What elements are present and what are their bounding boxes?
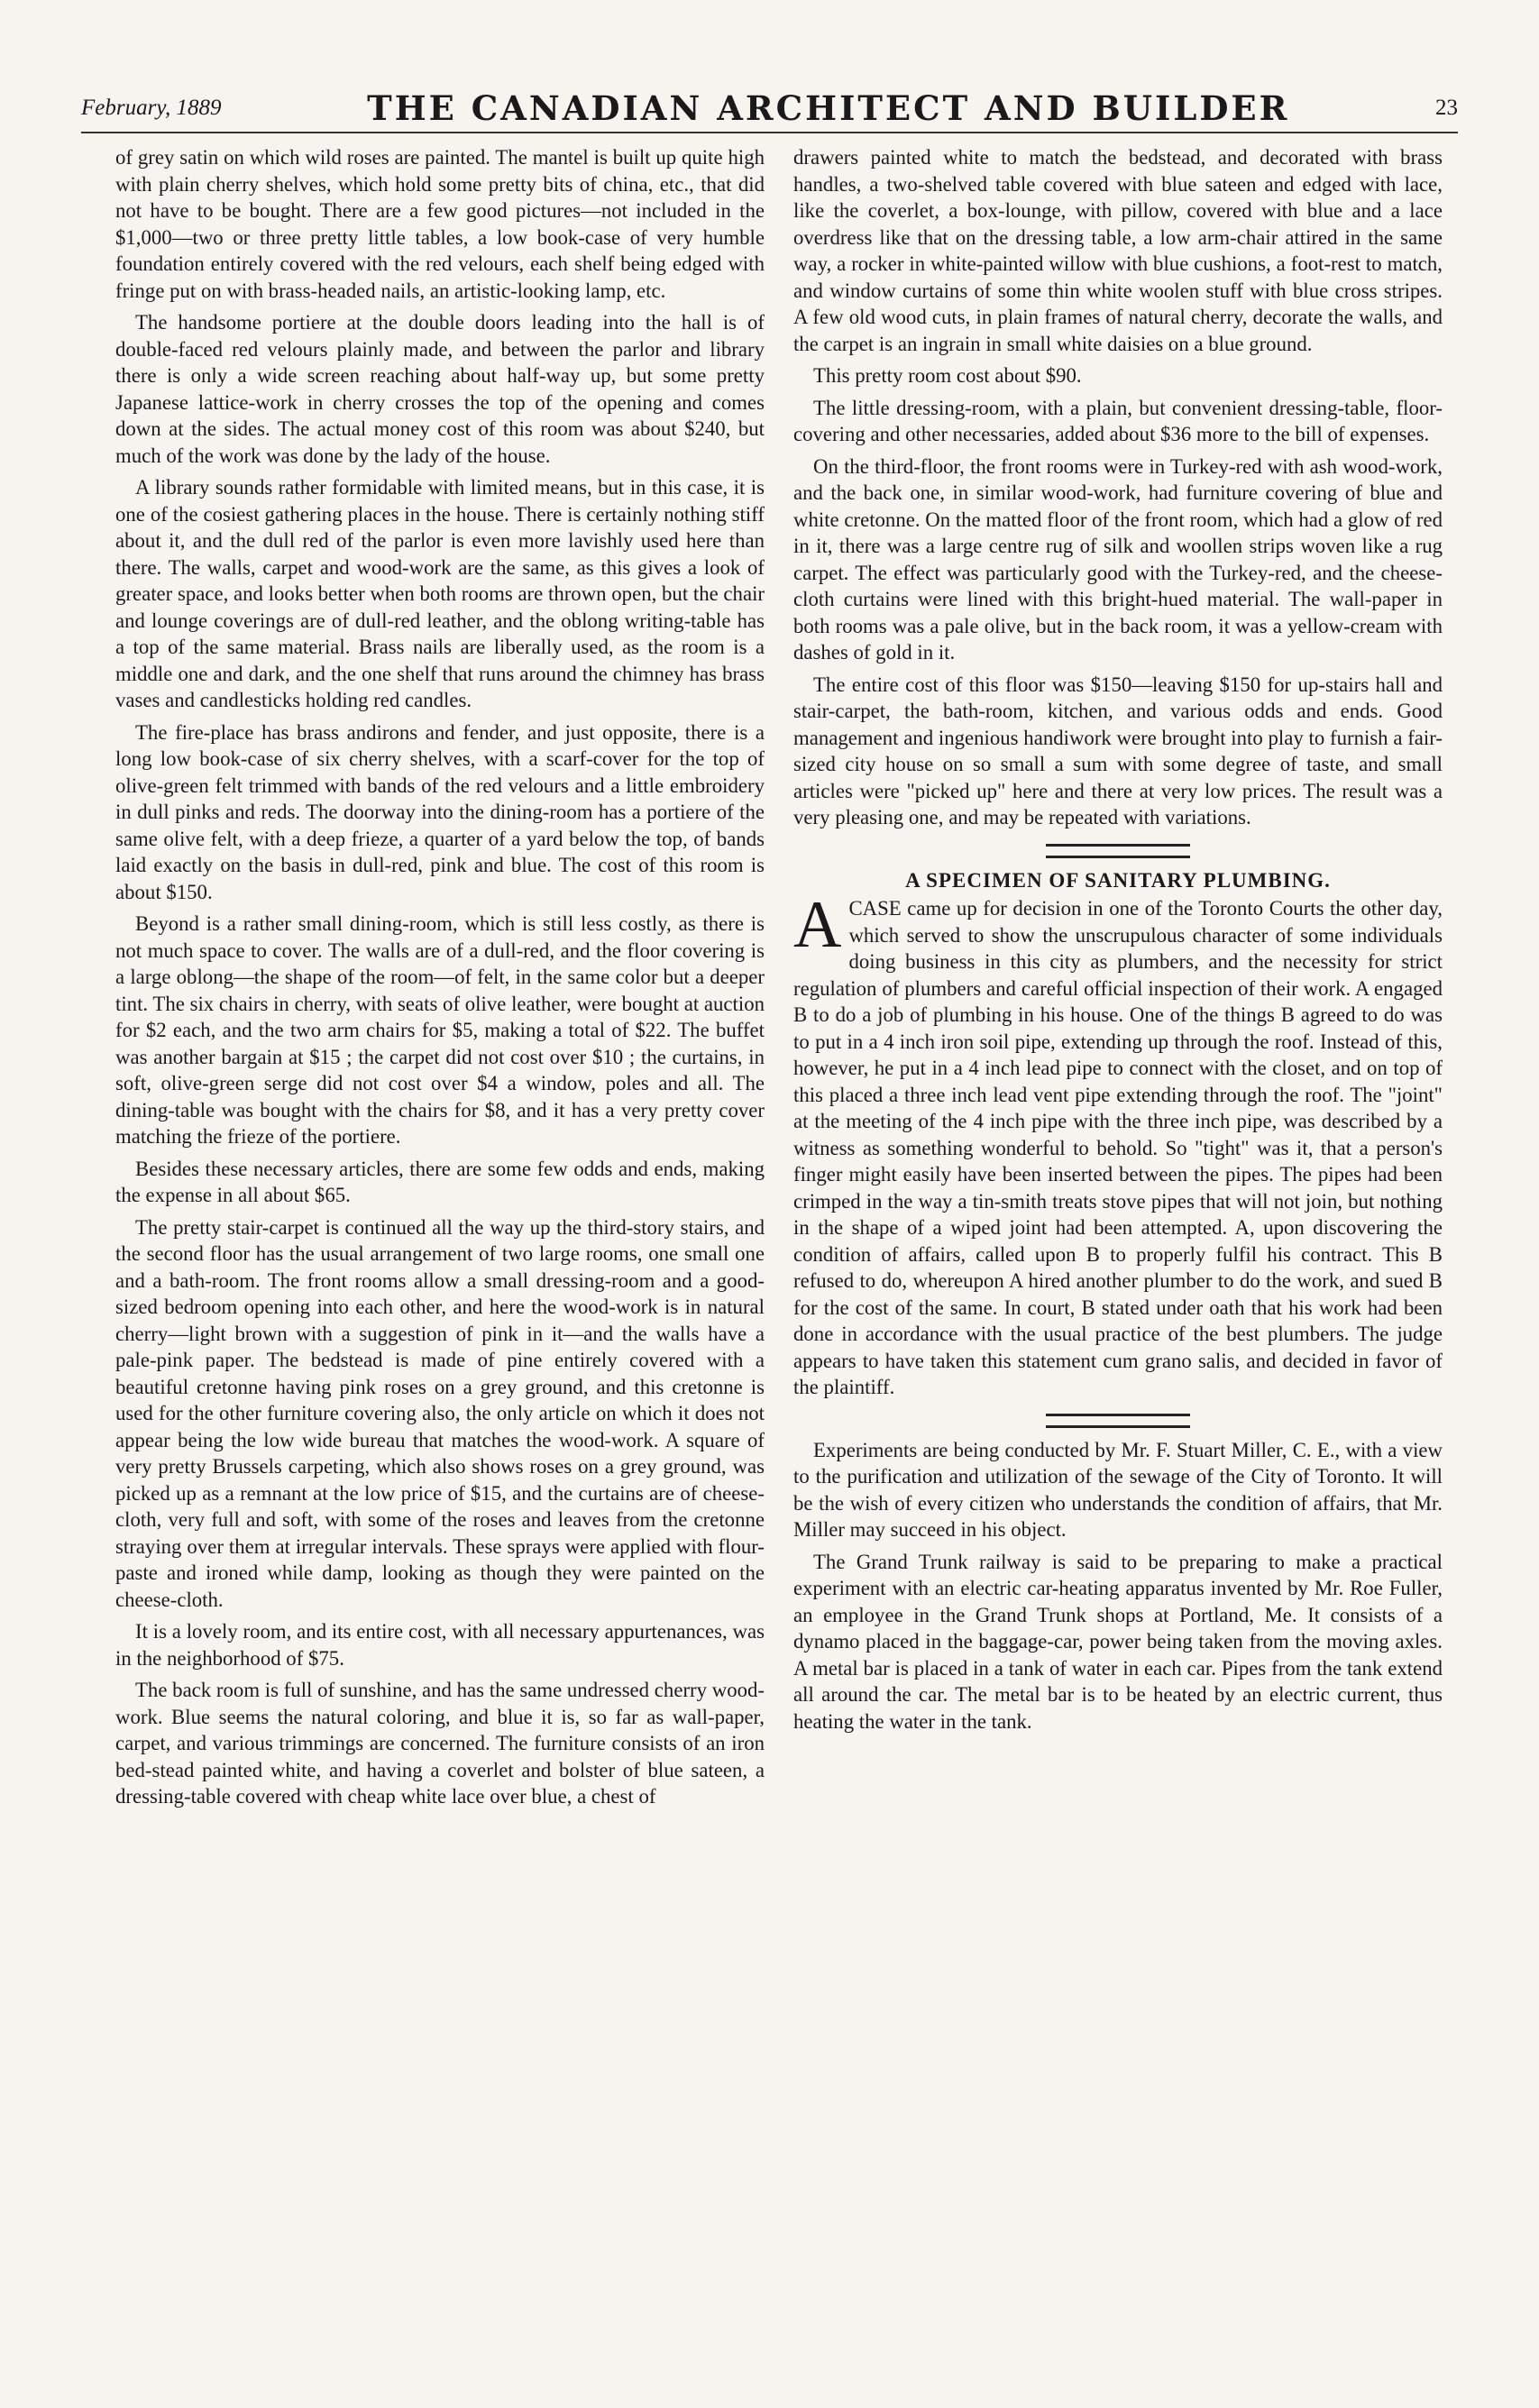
paragraph: It is a lovely room, and its entire cost, with all necessary appurtenances, was in the neighborhood of $75. — [115, 1620, 765, 1670]
paragraph: The Grand Trunk railway is said to be preparing to make a practical experiment with an electric car-heating apparatus invented by Mr. Roe Fuller, an employee in the Grand Trunk shops at Portland, Me. It consists of a dynamo placed in the baggage-car, power being taken from the moving axles. A metal bar is placed in a tank of water in each car. Pipes from the tank extend all around the car. The metal bar is to be heated by an electric current, thus heating the water in the tank. — [793, 1550, 1443, 1733]
page-header — [81, 78, 1458, 128]
paragraph: This pretty room cost about $90. — [813, 364, 1082, 387]
right-column — [793, 144, 1443, 1740]
header-rule — [81, 132, 1458, 133]
paragraph: Beyond is a rather small dining-room, which is still less costly, as there is not much space to cover. The walls are of a dull-red, and the floor covering is a large oblong—the shape of the room—of felt, in the same color but a deeper tint. The six chairs in cherry, with seats of olive leather, were bought at auction for $2 each, and the two arm chairs for $5, making a total of $22. The buffet was another bargain at $15 ; the carpet did not cost over $10 ; the curtains, in soft, olive-green serge did not cost over $4 a window, poles and all. The dining-table was bought with the chairs for $8, and it has a very pretty cover matching the frieze of the portiere. — [115, 912, 765, 1148]
paragraph: On the third-floor, the front rooms were in Turkey-red with ash wood-work, and the back one, in similar wood-work, had furniture covering of blue and white cretonne. On the matted floor of the front room, which had a glow of red in it, there was a large centre rug of silk and woollen strips woven like a rug carpet. The effect was particularly good with the Turkey-red, and the cheese-cloth curtains were lined with this bright-hued material. The wall-paper in both rooms was a pale olive, but in the back room, it was a yellow-cream with dashes of gold in it. — [793, 454, 1443, 664]
section-divider — [1046, 844, 1190, 858]
issue-date: February, 1889 — [81, 96, 222, 120]
paragraph: The little dressing-room, with a plain, but convenient dressing-table, floor-covering and other necessaries, added about $36 more to the bill of expenses. — [793, 396, 1443, 445]
left-column — [115, 144, 765, 1816]
paragraph: The pretty stair-carpet is continued all the way up the third-story stairs, and the second floor has the usual arrangement of two large rooms, one small one and a bath-room. The front rooms allow a small dressing-room and a good-sized bedroom opening into each other, and here the wood-work is in natural cherry—light brown with a suggestion of pink in it—and the walls have a pale-pink paper. The bedstead is made of pine entirely covered with a beautiful cretonne having pink roses on a grey ground, and this cretonne is used for the other furniture covering also, the only article on which it does not appear being the low wide bureau that matches the wood-work. A square of very pretty Brussels carpeting, which also shows roses on a grey ground, was picked up as a remnant at the low price of $15, and the curtains are of cheese-cloth, very full and soft, with some of the roses and leaves from the cretonne straying over them at irregular intervals. These sprays were applied with flour-paste and ironed while damp, looking as though they were painted on the cheese-cloth. — [115, 1215, 765, 1611]
paragraph: drawers painted white to match the bedstead, and decorated with brass handles, a two-shelved table covered with blue sateen and edged with lace, like the coverlet, a box-lounge, with pillow, covered with blue and a lace overdress like that on the dressing table, a low arm-chair attired in the same way, a rocker in white-painted willow with blue cushions, a foot-rest to match, and window curtains of some thin white woolen stuff with blue cross stripes. A few old wood cuts, in plain frames of natural cherry, decorate the walls, and the carpet is an ingrain in small white daisies on a blue ground. — [793, 146, 1443, 355]
paragraph: The entire cost of this floor was $150—leaving $150 for up-stairs hall and stair-carpet, the bath-room, kitchen, and various odds and ends. Good management and ingenious handiwork were brought into play to furnish a fair-sized city house on so small a sum with some degree of taste, and small articles were "picked up" here and there at very low prices. The result was a very pleasing one, and may be repeated with variations. — [793, 673, 1443, 829]
drop-cap: A — [793, 888, 842, 962]
publication-title: THE CANADIAN ARCHITECT AND BUILDER — [367, 88, 1290, 128]
paragraph: The fire-place has brass andirons and fender, and just opposite, there is a long low book-case of six cherry shelves, with a scarf-cover for the top of olive-green felt trimmed with bands of the red velours and a little embroidery in dull pinks and reds. The doorway into the dining-room has a portiere of the same olive felt, with a deep frieze, a quarter of a yard below the top, of bands laid exactly on the basis in dull-red, pink and blue. The cost of this room is about $150. — [115, 720, 765, 903]
page-number: 23 — [1435, 96, 1458, 120]
paragraph: The handsome portiere at the double doors leading into the hall is of double-faced red velours plainly made, and between the parlor and library there is only a wide screen reaching about half-way up, but some pretty Japanese lattice-work in cherry crosses the top of the opening and comes down at the sides. The actual money cost of this room was about $240, but much of the work was done by the lady of the house. — [115, 311, 765, 467]
article-heading: A SPECIMEN OF SANITARY PLUMBING. — [905, 868, 1331, 892]
paragraph: of grey satin on which wild roses are painted. The mantel is built up quite high with plain cherry shelves, which hold some pretty bits of china, etc., that did not have to be bought. There are a few good pictures—not included in the $1,000—two or three pretty little tables, a low book-case of very humble foundation entirely covered with the red velours, each shelf being edged with fringe put on with brass-headed nails, an artistic-looking lamp, etc. — [115, 146, 765, 302]
article-text: CASE came up for decision in one of the Toronto Courts the other day, which served to show the unscrupulous character of some individuals doing business in this city as plumbers, and the necessity for strict regulation of plumbers and careful official inspection of their work. A engaged B to do a job of plumbing in his house. One of the things B agreed to do was to put in a 4 inch iron soil pipe, extending up through the roof. Instead of this, however, he put in a 4 inch lead pipe to connect with the closet, and on top of this placed a three inch lead vent pipe extending through the roof. The "joint" at the meeting of the 4 inch pipe with the three inch pipe, was described by a witness as something wonderful to behold. So "tight" was it, that a person's finger might easily have been inserted between the pipes. The pipes had been crimped in the way a tin-smith treats stove pipes that will not join, but nothing in the shape of a wiped joint had been attempted. A, upon discovering the condition of affairs, called upon B to properly fulfil his contract. This B refused to do, whereupon A hired another plumber to do the work, and sued B for the cost of the same. In court, B stated under oath that his work had been done in accordance with the usual practice of the best plumbers. The judge appears to have taken this statement cum grano salis, and decided in favor of the plaintiff. — [793, 897, 1443, 1398]
paragraph: The back room is full of sunshine, and has the same undressed cherry wood-work. Blue seems the natural coloring, and blue it is, so far as wall-paper, carpet, and various trimmings are concerned. The furniture consists of an iron bed-stead painted white, and having a coverlet and bolster of blue sateen, a dressing-table covered with cheap white lace over blue, a chest of — [115, 1679, 765, 1808]
section-divider — [1046, 1414, 1190, 1428]
paragraph: A library sounds rather formidable with limited means, but in this case, it is one of the cosiest gathering places in the house. There is certainly nothing stiff about it, and the dull red of the parlor is even more lavishly used here than there. The walls, carpet and wood-work are the same, as this gives a look of greater space, and looks better when both rooms are thrown open, but the chair and lounge coverings are of dull-red leather, and the oblong writing-table has a top of the same material. Brass nails are liberally used, as the room is a middle one and dark, and the one shelf that runs around the chimney has brass vases and candlesticks holding red candles. — [115, 476, 765, 711]
paragraph: Besides these necessary articles, there are some few odds and ends, making the expense in all about $65. — [115, 1157, 765, 1206]
paragraph: Experiments are being conducted by Mr. F. Stuart Miller, C. E., with a view to the purification and utilization of the sewage of the City of Toronto. It will be the wish of every citizen who understands the condition of affairs, that Mr. Miller may succeed in his object. — [793, 1438, 1443, 1541]
article-body — [793, 888, 1443, 1401]
